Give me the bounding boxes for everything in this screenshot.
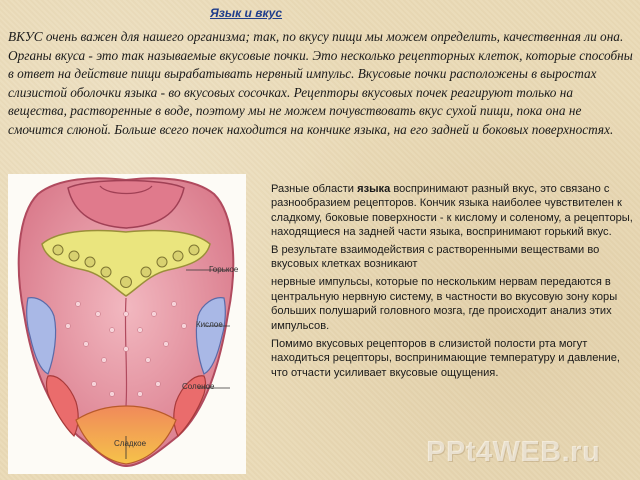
intro-paragraph: ВКУС очень важен для нашего организма; так, по вкусу пищи мы можем определить, качественная ли она. Органы вкуса - это так называемые вкусовые почки. Это несколько рецепторных клеток, которые способны в ответ на действие пищи вырабатывать нервный импульс. Вкусовые почки расположены в выростах слизистой оболочки языка - во вкусовых сосочках. Рецепторы вкусовых почек реагируют только на вещества, растворенные в воде, поэтому мы не можем почувствовать вкус сухой пищи, пока она не смочится слюной. Больше всего почек находится на кончике языка, на его задней и боковых поверхностях.	[8, 29, 633, 137]
label-sweet: Сладкое	[114, 439, 147, 448]
p1-after: воспринимают разный вкус, это связано с разнообразием рецепторов. Кончик языка наиболее чувствителен к сладкому, боковые поверхности - к кислому и соленому, а рецепторы, находящиеся на задней части языка, воспринимают горький вкус.	[271, 183, 633, 239]
sour-zone-right	[196, 298, 225, 374]
label-salty: Соленое	[182, 382, 215, 391]
sour-zone-left	[27, 298, 56, 374]
p1-before: Разные области	[271, 183, 358, 195]
page-title: Язык и вкус	[210, 6, 283, 20]
paragraph-receptors: Помимо вкусовых рецепторов в слизистой полости рта могут находиться рецепторы, воспринимающие температуру и давление, что отчасти усиливает вкусовые ощущения.	[271, 338, 620, 379]
paragraph-impulses: нервные импульсы, которые по нескольким нервам передаются в центральную нервную систему, в частности во вкусовую зону коры больших полушарий головного мозга, где происходит анализ этих импульсов.	[271, 276, 618, 332]
p1-bold: языка	[357, 183, 391, 195]
label-bitter: Горькое	[209, 265, 239, 274]
body-text	[271, 182, 636, 383]
watermark: PPt4WEB.ru	[426, 436, 601, 468]
label-sour: Кислое	[196, 320, 223, 329]
paragraph-regions	[271, 182, 636, 240]
paragraph-interaction: В результате взаимодействия с растворенными веществами во вкусовых клетках возникают	[271, 243, 600, 271]
